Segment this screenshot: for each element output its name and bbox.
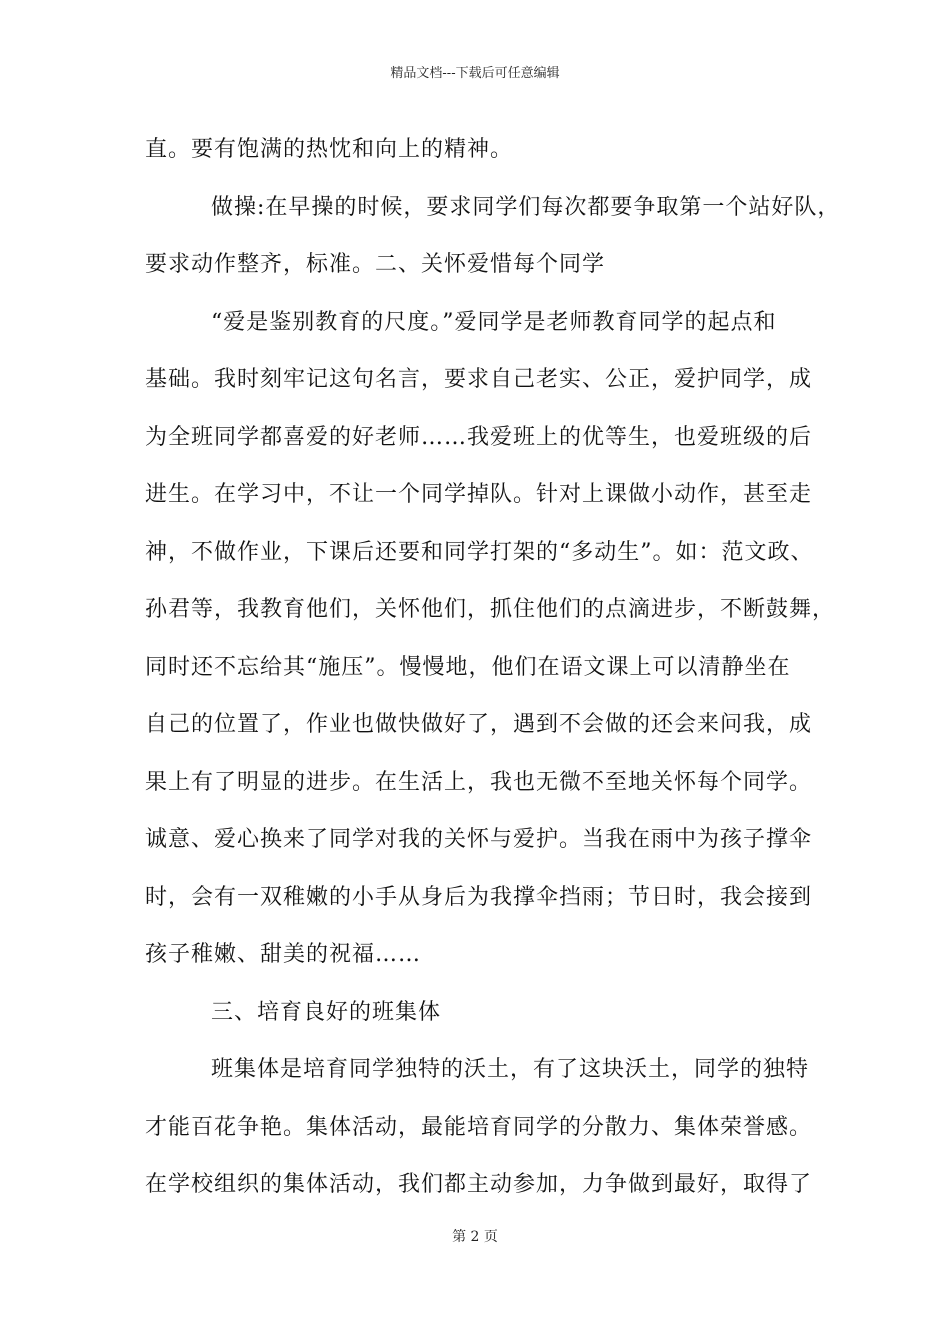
text-line: 时，会有一双稚嫩的小手从身后为我撑伞挡雨；节日时，我会接到 (145, 885, 813, 910)
text-line: 诚意、爱心换来了同学对我的关怀与爱护。当我在雨中为孩子撑伞 (145, 827, 813, 852)
text-line: 进生。在学习中，不让一个同学掉队。针对上课做小动作，甚至走 (145, 482, 813, 507)
text-line: 要求动作整齐，标准。二、关怀爱惜每个同学 (145, 252, 606, 277)
section-heading: 三、培育良好的班集体 (211, 1000, 442, 1025)
text-line: 自己的位置了，作业也做快做好了，遇到不会做的还会来问我，成 (145, 712, 813, 737)
text-line: 直。要有饱满的热忱和向上的精神。 (145, 137, 514, 162)
text-line: 神，不做作业，下课后还要和同学打架的“多动生”。如：范文政、 (145, 540, 814, 565)
text-line: 在学校组织的集体活动，我们都主动参加，力争做到最好，取得了 (145, 1172, 813, 1197)
page-number: 第 2 页 (452, 1229, 498, 1245)
text-line: 班集体是培育同学独特的沃土，有了这块沃土，同学的独特 (211, 1057, 810, 1082)
text-line: “爱是鉴别教育的尺度。”爱同学是老师教育同学的起点和 (211, 310, 777, 335)
text-line: 孩子稚嫩、甜美的祝福…… (145, 942, 422, 967)
text-line: 同时还不忘给其“施压”。慢慢地，他们在语文课上可以清静坐在 (145, 655, 791, 680)
text-line: 果上有了明显的进步。在生活上，我也无微不至地关怀每个同学。 (145, 770, 813, 795)
text-line: 做操:在早操的时候，要求同学们每次都要争取第一个站好队， (211, 195, 841, 220)
page-header: 精品文档---下载后可任意编辑 (390, 66, 560, 81)
text-line: 基础。我时刻牢记这句名言，要求自己老实、公正，爱护同学，成 (145, 367, 813, 392)
text-line: 为全班同学都喜爱的好老师……我爱班上的优等生，也爱班级的后 (145, 425, 813, 450)
text-line: 才能百花争艳。集体活动，最能培育同学的分散力、集体荣誉感。 (145, 1115, 813, 1140)
text-line: 孙君等，我教育他们，关怀他们，抓住他们的点滴进步，不断鼓舞， (145, 597, 836, 622)
